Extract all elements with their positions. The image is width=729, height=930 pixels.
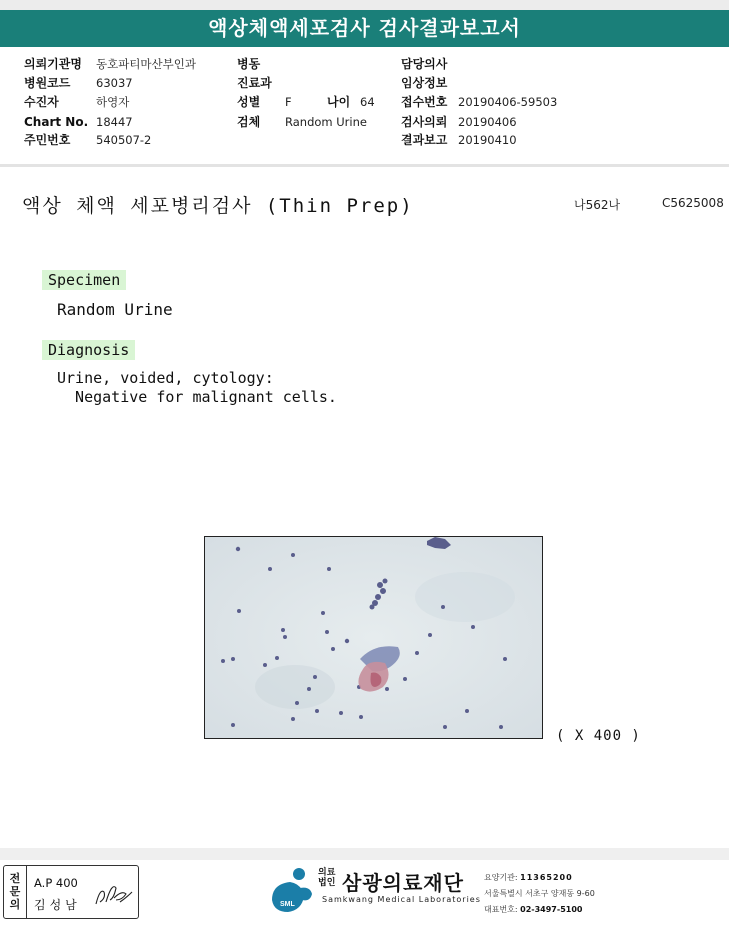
- organization-contact: [484, 870, 595, 918]
- value-request-date: 20190406: [458, 115, 517, 129]
- value-specimen-type: Random Urine: [285, 115, 367, 129]
- value-resident-no: 540507-2: [96, 133, 152, 147]
- value-hospital-code: 63037: [96, 76, 133, 90]
- top-strip: [0, 0, 729, 10]
- divider: [0, 164, 729, 167]
- label-institution: 의뢰기관명: [24, 57, 82, 71]
- label-department: 진료과: [237, 76, 272, 90]
- value-institution: 동호파티마산부인과: [96, 57, 196, 71]
- signature-divider: [26, 866, 27, 918]
- phone-label: 대표번호:: [484, 905, 518, 914]
- value-accession-no: 20190406-59503: [458, 95, 558, 109]
- specimen-value: Random Urine: [57, 300, 173, 319]
- micrograph-image: [205, 537, 542, 738]
- address: 서울특별시 서초구 양재동 9-60: [484, 889, 595, 898]
- value-report-date: 20190410: [458, 133, 517, 147]
- label-request-date: 검사의뢰: [401, 115, 448, 129]
- magnification-label: ( X 400 ): [556, 728, 641, 744]
- report-code-1: 나562나: [574, 198, 621, 212]
- org-english-name: Samkwang Medical Laboratories: [322, 895, 481, 904]
- value-age: 64: [360, 95, 375, 109]
- value-chart-no: 18447: [96, 115, 133, 129]
- ap-number: A.P 400: [34, 876, 78, 890]
- value-patient: 하영자: [96, 95, 130, 109]
- label-accession-no: 접수번호: [401, 95, 448, 109]
- signature-box: [3, 865, 139, 919]
- facility-code-label: 요양기관:: [484, 873, 518, 882]
- value-sex: F: [285, 95, 292, 109]
- specimen-heading: Specimen: [42, 270, 126, 290]
- sml-logo-icon: [270, 866, 316, 914]
- pathologist-name: 김성남: [34, 898, 81, 912]
- report-title: 액상 체액 세포병리검사 (Thin Prep): [22, 195, 414, 217]
- label-sex: 성별: [237, 95, 261, 109]
- footer-divider: [0, 848, 729, 860]
- label-ward: 병동: [237, 57, 261, 71]
- label-patient: 수진자: [24, 95, 59, 109]
- label-resident-no: 주민번호: [24, 133, 71, 147]
- label-chart-no: Chart No.: [24, 115, 89, 129]
- facility-code: 11365200: [520, 873, 573, 882]
- report-code-2: C5625008: [662, 196, 724, 210]
- org-legal-label: 의료 법인: [318, 868, 336, 888]
- label-age: 나이: [327, 95, 351, 109]
- label-report-date: 결과보고: [401, 133, 448, 147]
- org-name: 삼광의료재단: [342, 871, 464, 895]
- diagnosis-heading: Diagnosis: [42, 340, 135, 360]
- diagnosis-line-2: Negative for malignant cells.: [57, 388, 337, 406]
- label-doctor: 담당의사: [401, 57, 448, 71]
- cytology-micrograph: [204, 536, 543, 739]
- label-clinical-info: 임상정보: [401, 76, 448, 90]
- label-specimen-type: 검체: [237, 115, 261, 129]
- handwritten-signature: [92, 880, 136, 910]
- diagnosis-line-1: Urine, voided, cytology:: [57, 369, 274, 387]
- patient-info-panel: [0, 47, 729, 165]
- report-header: 액상체액세포검사 검사결과보고서: [0, 10, 729, 47]
- logo-text: SML: [280, 901, 295, 908]
- label-hospital-code: 병원코드: [24, 76, 71, 90]
- specialist-vertical-label: 전문의: [9, 872, 21, 911]
- phone-number: 02-3497-5100: [520, 905, 583, 914]
